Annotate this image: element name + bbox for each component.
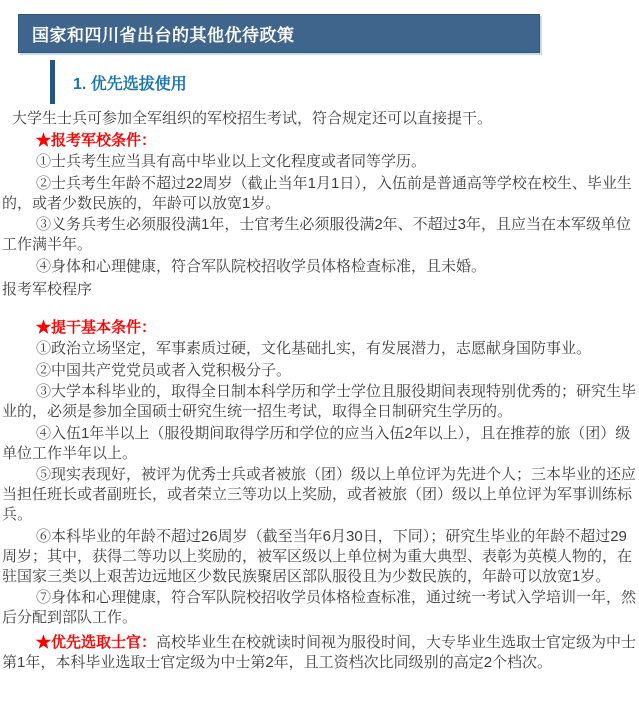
promotion-condition-item-6: ⑥本科毕业的年龄不超过26周岁（截至当年6月30日，下同）；研究生毕业的年龄不超过29周岁；其中，获得二等功以上奖励的，被军区级以上单位树为重大典型、表彰为英模人物的，在驻国家三类以上艰苦边远地区少数民族聚居区部队服役且为少数民族的，年龄可以放宽1岁。: [2, 527, 633, 585]
sergeant-selection-paragraph: [2, 633, 637, 673]
promotion-condition-item-5: ⑤现实表现好，被评为优秀士兵或者被旅（团）级以上单位评为先进个人；三本毕业的还应当担任班长或者副班长，或者荣立三等功以上奖励，或者被旅（团）级以上单位评为军事训练标兵。: [2, 466, 637, 523]
promotion-condition-item-3: ③大学本科毕业的，取得全日制本科学历和学士学位且服役期间表现特别优秀的；研究生毕业的，必须是参加全国硕士研究生统一招生考试，取得全日制研究生学历的。: [2, 383, 637, 420]
academy-conditions-title: ★报考军校条件：: [36, 131, 157, 149]
academy-condition-item-4: ④身体和心理健康，符合军队院校招收学员体格检查标准，且未婚。: [36, 257, 487, 275]
intro-paragraph: 大学生士兵可参加全军组织的军校招生考试，符合规定还可以直接提干。: [12, 110, 493, 127]
promotion-condition-item-4: ④入伍1年半以上（服役期间取得学历和学位的应当入伍2年以上），且在推荐的旅（团）级单位工作半年以上。: [2, 424, 631, 462]
section-heading: [50, 60, 639, 104]
document-body: [0, 109, 639, 673]
sergeant-selection-label: ★优先选取士官：: [36, 634, 157, 651]
procedure-note: 报考军校程序: [2, 280, 93, 298]
document-title: 国家和四川省出台的其他优待政策: [32, 26, 295, 45]
academy-condition-item-3: ③义务兵考生必须服役满1年，士官考生必须服役满2年、不超过3年，且应当在本军级单位工作满半年。: [2, 216, 632, 253]
document-title-bar: [18, 14, 540, 53]
promotion-conditions-title: ★提干基本条件：: [36, 318, 157, 336]
sergeant-selection-text: 高校毕业生在校就读时间视为服役时间，大专毕业生选取士官定级为中士第1年，本科毕业选取士官定级为中士第2年，且工资档次比同级别的高定2个档次。: [2, 634, 637, 671]
promotion-condition-item-1: ①政治立场坚定，军事素质过硬，文化基础扎实，有发展潜力，志愿献身国防事业。: [36, 340, 592, 357]
academy-condition-item-1: ①士兵考生应当具有高中毕业以上文化程度或者同等学历。: [36, 153, 427, 170]
promotion-condition-item-2: ②中国共产党党员或者入党积极分子。: [36, 361, 292, 379]
academy-condition-item-2: ②士兵考生年龄不超过22周岁（截止当年1月1日），入伍前是普通高等学校在校生、毕业生的，或者少数民族的，年龄可以放宽1岁。: [2, 174, 632, 212]
section-heading-text: 1. 优先选拔使用: [73, 75, 187, 93]
promotion-condition-item-7: ⑦身体和心理健康，符合军队院校招收学员体格检查标准，通过统一考试入学培训一年，然后分配到部队工作。: [2, 589, 637, 626]
